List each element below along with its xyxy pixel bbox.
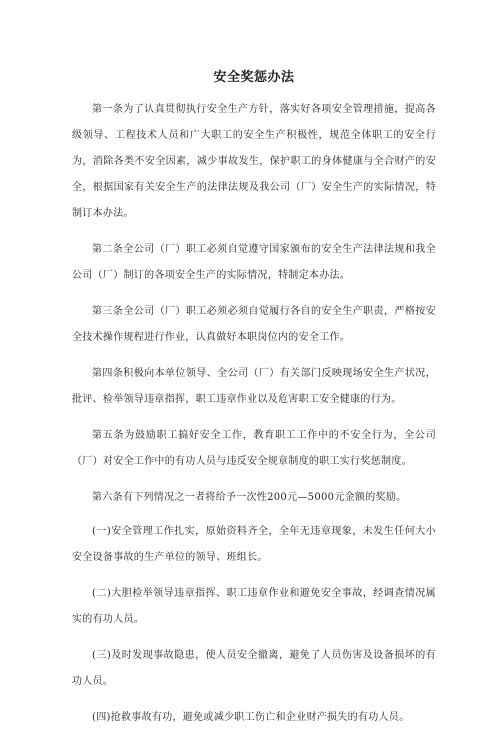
article-4: 第四条积极向本单位领导、全公司（厂）有关部门反映现场安全生产状况，批评、检举领导违章指挥，职工违章作业以及危害职工安全健康的行为。 <box>72 368 436 405</box>
article-5: 第五条为鼓励职工搞好安全工作，教育职工工作中的不安全行为，全公司（厂）对安全工作中的有功人员与违反安全规章制度的职工实行奖惩制度。 <box>72 430 436 467</box>
article-2: 第二条全公司（厂）职工必须自觉遵守国家颁布的安全生产法律法规和我全公司（厂）制订的各项安全生产的实际情况，特制定本办法。 <box>72 244 436 281</box>
article-1: 第一条为了认真贯彻执行安全生产方针，落实好各项安全管理措施，提高各级领导、工程技术人员和广大职工的安全生产积极性，规范全体职工的安全行为，消除各类不安全因素，减少事故发生，保护职工的身体健康与全合财产的安全，根据国家有关安全生产的法律法规及我公司（厂）安全生产的实际情况，特制订本办法。 <box>72 104 436 219</box>
article-3: 第三条全公司（厂）职工必须必须自觉履行各自的安全生产职责，严格按安全技术操作规程进行作业，认真做好本职岗位内的安全工作。 <box>72 306 436 343</box>
article-6: 第六条有下列情况之一者将给予一次性200元—5000元金额的奖励。 <box>92 492 407 503</box>
reward-item-1: (一)安全管理工作扎实，原始资料齐全，全年无违章现象，未发生任何大小安全设备事故的生产单位的领导、班组长。 <box>72 526 436 563</box>
reward-item-4: (四)抢救事故有功，避免或减少职工伤亡和企业财产损失的有功人员。 <box>92 712 410 723</box>
reward-item-3: (三)及时发现事故隐患，使人员安全撤离，避免了人员伤害及设备损坏的有功人员。 <box>72 650 436 687</box>
reward-item-2: (二)大胆检举领导违章指挥、职工违章作业和避免安全事故，经调查情况属实的有功人员。 <box>72 588 436 625</box>
document-title: 安全奖惩办法 <box>213 70 295 85</box>
